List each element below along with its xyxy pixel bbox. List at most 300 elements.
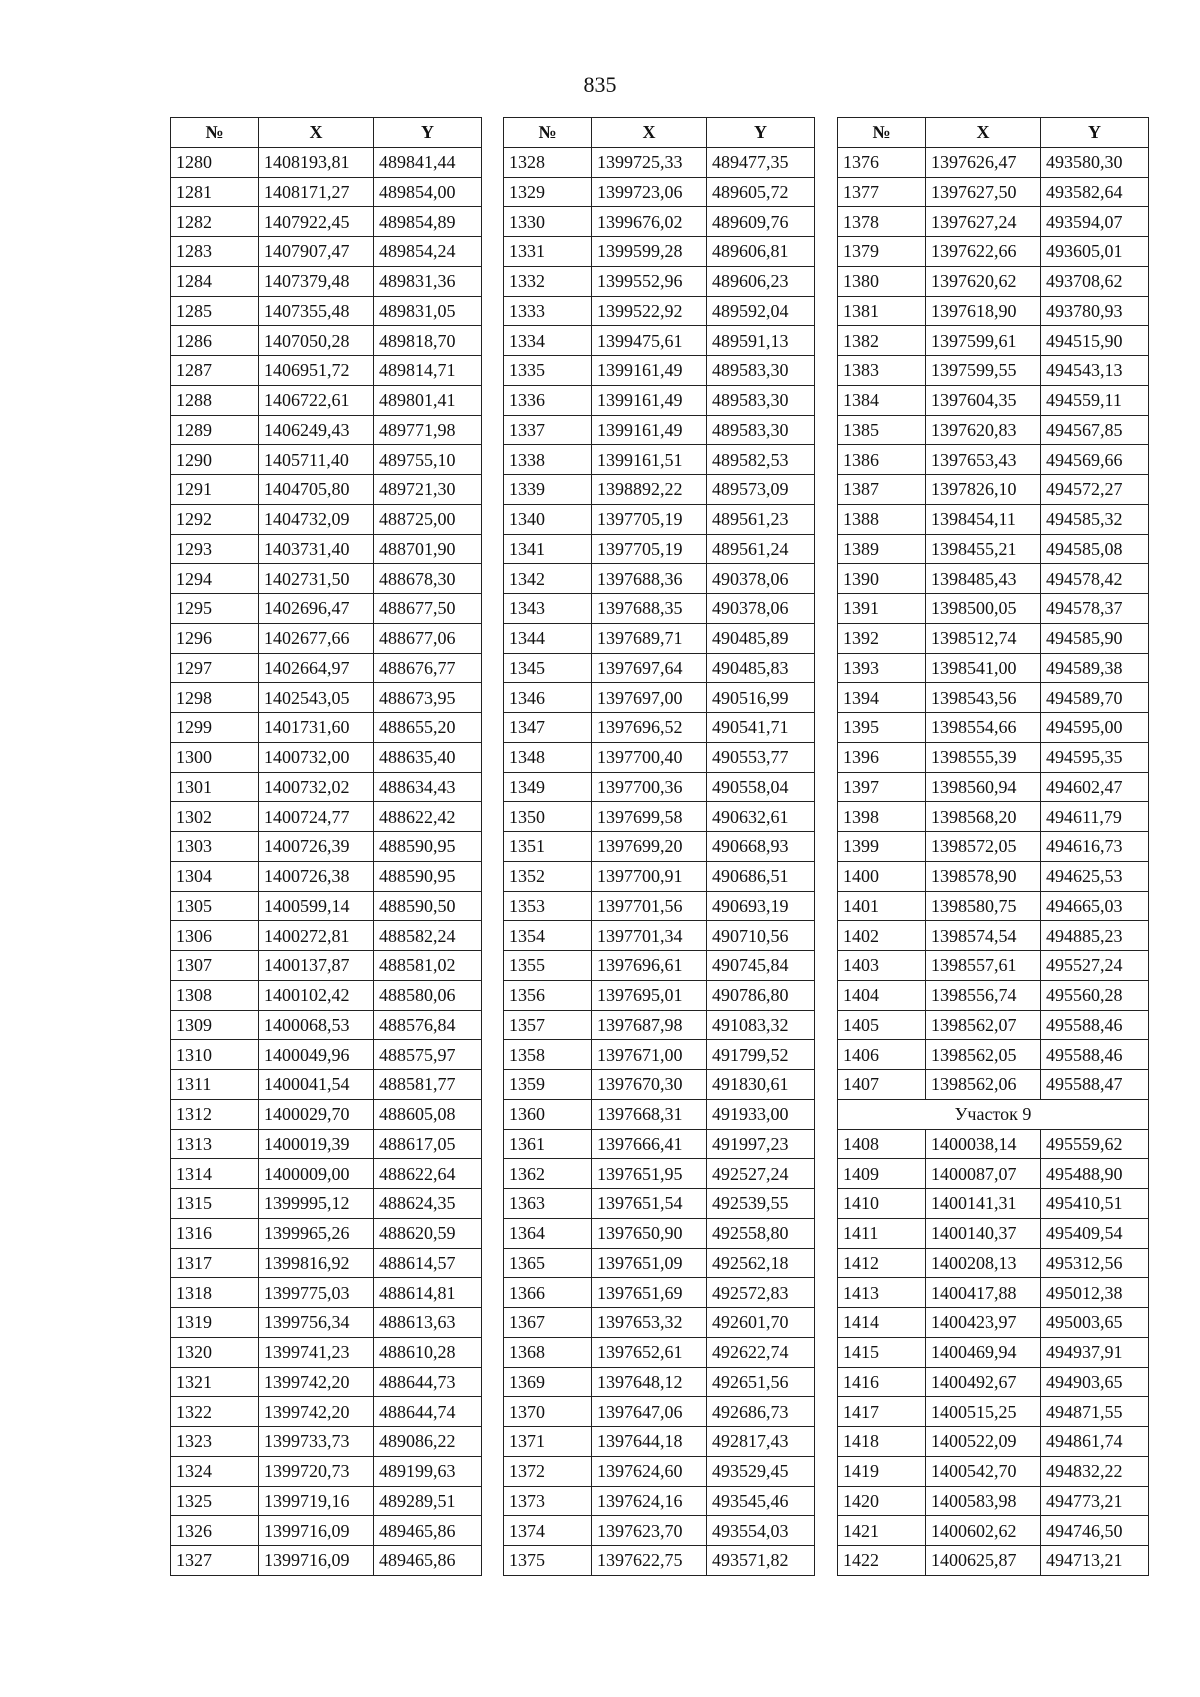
cell-x: 1400049,96 xyxy=(259,1040,374,1070)
table-row xyxy=(171,504,482,534)
table-header-row xyxy=(504,118,815,148)
cell-number: 1384 xyxy=(838,385,926,415)
cell-y: 494832,22 xyxy=(1041,1456,1149,1486)
cell-y: 488644,73 xyxy=(374,1367,482,1397)
cell-y: 494861,74 xyxy=(1041,1427,1149,1457)
cell-y: 489801,41 xyxy=(374,385,482,415)
cell-x: 1400029,70 xyxy=(259,1099,374,1129)
coordinates-table-3 xyxy=(837,117,1149,1576)
cell-y: 489854,00 xyxy=(374,177,482,207)
cell-number: 1326 xyxy=(171,1516,259,1546)
cell-x: 1397826,10 xyxy=(926,475,1041,505)
table-row xyxy=(838,237,1149,267)
table-row xyxy=(171,1099,482,1129)
cell-y: 488576,84 xyxy=(374,1010,482,1040)
cell-y: 488622,42 xyxy=(374,802,482,832)
table-row xyxy=(171,564,482,594)
table-row xyxy=(171,1040,482,1070)
cell-y: 495560,28 xyxy=(1041,980,1149,1010)
table-row xyxy=(171,326,482,356)
table-row xyxy=(171,951,482,981)
cell-number: 1353 xyxy=(504,891,592,921)
cell-x: 1400515,25 xyxy=(926,1397,1041,1427)
cell-x: 1402543,05 xyxy=(259,683,374,713)
cell-number: 1420 xyxy=(838,1486,926,1516)
cell-number: 1350 xyxy=(504,802,592,832)
cell-x: 1401731,60 xyxy=(259,713,374,743)
cell-number: 1390 xyxy=(838,564,926,594)
cell-x: 1400087,07 xyxy=(926,1159,1041,1189)
cell-x: 1397622,75 xyxy=(592,1546,707,1576)
table-row xyxy=(504,147,815,177)
cell-number: 1337 xyxy=(504,415,592,445)
cell-x: 1397688,35 xyxy=(592,594,707,624)
table-row xyxy=(171,1189,482,1219)
cell-number: 1336 xyxy=(504,385,592,415)
cell-number: 1391 xyxy=(838,594,926,624)
cell-number: 1333 xyxy=(504,296,592,326)
cell-x: 1398562,07 xyxy=(926,1010,1041,1040)
cell-number: 1387 xyxy=(838,475,926,505)
cell-number: 1343 xyxy=(504,594,592,624)
cell-number: 1303 xyxy=(171,832,259,862)
cell-y: 493554,03 xyxy=(707,1516,815,1546)
table-row xyxy=(504,772,815,802)
cell-y: 489561,23 xyxy=(707,504,815,534)
table-row xyxy=(171,1308,482,1338)
cell-x: 1398568,20 xyxy=(926,802,1041,832)
table-row xyxy=(504,207,815,237)
table-row xyxy=(838,832,1149,862)
table-row xyxy=(504,623,815,653)
cell-number: 1418 xyxy=(838,1427,926,1457)
cell-x: 1398500,05 xyxy=(926,594,1041,624)
cell-x: 1398557,61 xyxy=(926,951,1041,981)
cell-x: 1402664,97 xyxy=(259,653,374,683)
table-row xyxy=(171,1337,482,1367)
cell-number: 1323 xyxy=(171,1427,259,1457)
cell-y: 489086,22 xyxy=(374,1427,482,1457)
cell-x: 1398578,90 xyxy=(926,861,1041,891)
cell-number: 1380 xyxy=(838,266,926,296)
cell-y: 493582,64 xyxy=(1041,177,1149,207)
table-row xyxy=(171,623,482,653)
cell-y: 489592,04 xyxy=(707,296,815,326)
cell-y: 493529,45 xyxy=(707,1456,815,1486)
cell-number: 1422 xyxy=(838,1546,926,1576)
cell-number: 1381 xyxy=(838,296,926,326)
cell-x: 1407922,45 xyxy=(259,207,374,237)
cell-y: 492527,24 xyxy=(707,1159,815,1189)
cell-y: 488677,50 xyxy=(374,594,482,624)
cell-x: 1398556,74 xyxy=(926,980,1041,1010)
cell-y: 489606,23 xyxy=(707,266,815,296)
cell-y: 490710,56 xyxy=(707,921,815,951)
cell-y: 494578,37 xyxy=(1041,594,1149,624)
table-row xyxy=(838,1159,1149,1189)
cell-y: 495588,46 xyxy=(1041,1010,1149,1040)
table-row xyxy=(504,237,815,267)
cell-y: 489573,09 xyxy=(707,475,815,505)
cell-y: 489289,51 xyxy=(374,1486,482,1516)
table-row xyxy=(504,1278,815,1308)
cell-x: 1398554,66 xyxy=(926,713,1041,743)
cell-number: 1342 xyxy=(504,564,592,594)
cell-x: 1399756,34 xyxy=(259,1308,374,1338)
cell-x: 1397696,52 xyxy=(592,713,707,743)
cell-y: 494885,23 xyxy=(1041,921,1149,951)
cell-x: 1407050,28 xyxy=(259,326,374,356)
cell-x: 1397623,70 xyxy=(592,1516,707,1546)
cell-y: 489465,86 xyxy=(374,1516,482,1546)
table-row xyxy=(171,147,482,177)
cell-y: 495527,24 xyxy=(1041,951,1149,981)
table-row xyxy=(838,534,1149,564)
cell-x: 1399720,73 xyxy=(259,1456,374,1486)
cell-y: 490485,83 xyxy=(707,653,815,683)
cell-y: 495488,90 xyxy=(1041,1159,1149,1189)
table-row xyxy=(838,207,1149,237)
table-row xyxy=(838,266,1149,296)
table-row xyxy=(504,534,815,564)
cell-y: 494746,50 xyxy=(1041,1516,1149,1546)
table-row xyxy=(504,415,815,445)
cell-number: 1379 xyxy=(838,237,926,267)
cell-number: 1291 xyxy=(171,475,259,505)
cell-number: 1327 xyxy=(171,1546,259,1576)
table-header-row xyxy=(171,118,482,148)
cell-y: 488676,77 xyxy=(374,653,482,683)
cell-y: 488677,06 xyxy=(374,623,482,653)
table-row xyxy=(171,1367,482,1397)
cell-y: 488673,95 xyxy=(374,683,482,713)
cell-number: 1296 xyxy=(171,623,259,653)
table-row xyxy=(838,802,1149,832)
cell-y: 488581,02 xyxy=(374,951,482,981)
cell-y: 495588,46 xyxy=(1041,1040,1149,1070)
table-row xyxy=(838,564,1149,594)
cell-x: 1399816,92 xyxy=(259,1248,374,1278)
cell-y: 494871,55 xyxy=(1041,1397,1149,1427)
table-row xyxy=(838,594,1149,624)
table-row xyxy=(504,713,815,743)
cell-y: 492558,80 xyxy=(707,1218,815,1248)
cell-y: 494589,38 xyxy=(1041,653,1149,683)
cell-y: 489591,13 xyxy=(707,326,815,356)
cell-x: 1397701,34 xyxy=(592,921,707,951)
cell-y: 489606,81 xyxy=(707,237,815,267)
header-y: Y xyxy=(1041,118,1149,148)
cell-x: 1400724,77 xyxy=(259,802,374,832)
cell-x: 1398543,56 xyxy=(926,683,1041,713)
cell-number: 1297 xyxy=(171,653,259,683)
cell-x: 1398541,00 xyxy=(926,653,1041,683)
cell-x: 1397700,40 xyxy=(592,742,707,772)
cell-x: 1397651,95 xyxy=(592,1159,707,1189)
cell-number: 1411 xyxy=(838,1218,926,1248)
cell-x: 1402731,50 xyxy=(259,564,374,594)
cell-x: 1397653,43 xyxy=(926,445,1041,475)
cell-y: 494602,47 xyxy=(1041,772,1149,802)
cell-y: 492686,73 xyxy=(707,1397,815,1427)
cell-x: 1397651,69 xyxy=(592,1278,707,1308)
cell-number: 1360 xyxy=(504,1099,592,1129)
cell-number: 1397 xyxy=(838,772,926,802)
table-row xyxy=(171,861,482,891)
cell-y: 488590,50 xyxy=(374,891,482,921)
cell-number: 1359 xyxy=(504,1070,592,1100)
cell-number: 1392 xyxy=(838,623,926,653)
cell-x: 1400599,14 xyxy=(259,891,374,921)
cell-x: 1400732,00 xyxy=(259,742,374,772)
cell-x: 1397671,00 xyxy=(592,1040,707,1070)
cell-y: 493605,01 xyxy=(1041,237,1149,267)
header-y: Y xyxy=(374,118,482,148)
cell-y: 488678,30 xyxy=(374,564,482,594)
table-row xyxy=(171,415,482,445)
section-row xyxy=(838,1099,1149,1129)
cell-x: 1400492,67 xyxy=(926,1367,1041,1397)
cell-y: 493545,46 xyxy=(707,1486,815,1516)
table-row xyxy=(838,147,1149,177)
cell-y: 488605,08 xyxy=(374,1099,482,1129)
table-row xyxy=(171,1159,482,1189)
cell-y: 490745,84 xyxy=(707,951,815,981)
table-row xyxy=(171,1546,482,1576)
cell-x: 1400102,42 xyxy=(259,980,374,1010)
cell-x: 1399995,12 xyxy=(259,1189,374,1219)
cell-number: 1320 xyxy=(171,1337,259,1367)
table-row xyxy=(504,1546,815,1576)
table-row xyxy=(838,713,1149,743)
cell-number: 1358 xyxy=(504,1040,592,1070)
table-row xyxy=(838,653,1149,683)
cell-x: 1397647,06 xyxy=(592,1397,707,1427)
cell-number: 1304 xyxy=(171,861,259,891)
cell-y: 495559,62 xyxy=(1041,1129,1149,1159)
table-row xyxy=(171,237,482,267)
cell-number: 1372 xyxy=(504,1456,592,1486)
cell-y: 488614,57 xyxy=(374,1248,482,1278)
table-row xyxy=(504,951,815,981)
cell-number: 1280 xyxy=(171,147,259,177)
table-row xyxy=(838,921,1149,951)
table-row xyxy=(171,1070,482,1100)
cell-x: 1400542,70 xyxy=(926,1456,1041,1486)
cell-x: 1400602,62 xyxy=(926,1516,1041,1546)
cell-number: 1293 xyxy=(171,534,259,564)
cell-y: 488624,35 xyxy=(374,1189,482,1219)
cell-y: 493594,07 xyxy=(1041,207,1149,237)
cell-number: 1307 xyxy=(171,951,259,981)
cell-x: 1397624,60 xyxy=(592,1456,707,1486)
cell-x: 1400141,31 xyxy=(926,1189,1041,1219)
page-number: 835 xyxy=(583,72,617,97)
cell-y: 494616,73 xyxy=(1041,832,1149,862)
table-row xyxy=(838,1486,1149,1516)
cell-number: 1318 xyxy=(171,1278,259,1308)
table-row xyxy=(171,653,482,683)
cell-y: 495410,51 xyxy=(1041,1189,1149,1219)
cell-x: 1400041,54 xyxy=(259,1070,374,1100)
cell-number: 1295 xyxy=(171,594,259,624)
table-row xyxy=(171,207,482,237)
cell-number: 1283 xyxy=(171,237,259,267)
cell-y: 488644,74 xyxy=(374,1397,482,1427)
cell-x: 1397697,00 xyxy=(592,683,707,713)
cell-number: 1286 xyxy=(171,326,259,356)
cell-x: 1398512,74 xyxy=(926,623,1041,653)
cell-number: 1402 xyxy=(838,921,926,951)
table-row xyxy=(838,385,1149,415)
table-row xyxy=(504,1486,815,1516)
cell-number: 1373 xyxy=(504,1486,592,1516)
cell-x: 1400009,00 xyxy=(259,1159,374,1189)
cell-x: 1400522,09 xyxy=(926,1427,1041,1457)
table-row xyxy=(838,980,1149,1010)
cell-x: 1407379,48 xyxy=(259,266,374,296)
table-row xyxy=(171,177,482,207)
header-x: X xyxy=(259,118,374,148)
table-row xyxy=(838,1129,1149,1159)
cell-x: 1398892,22 xyxy=(592,475,707,505)
cell-y: 489841,44 xyxy=(374,147,482,177)
cell-x: 1402696,47 xyxy=(259,594,374,624)
cell-y: 489199,63 xyxy=(374,1456,482,1486)
cell-number: 1351 xyxy=(504,832,592,862)
cell-number: 1416 xyxy=(838,1367,926,1397)
table-row xyxy=(504,653,815,683)
cell-y: 490485,89 xyxy=(707,623,815,653)
cell-x: 1399161,49 xyxy=(592,356,707,386)
table-row xyxy=(171,1516,482,1546)
table-row xyxy=(171,772,482,802)
cell-x: 1398555,39 xyxy=(926,742,1041,772)
table-row xyxy=(171,742,482,772)
table-row xyxy=(838,951,1149,981)
cell-x: 1397700,36 xyxy=(592,772,707,802)
cell-y: 492651,56 xyxy=(707,1367,815,1397)
cell-number: 1361 xyxy=(504,1129,592,1159)
table-row xyxy=(504,832,815,862)
cell-number: 1319 xyxy=(171,1308,259,1338)
table-row xyxy=(838,1308,1149,1338)
cell-number: 1409 xyxy=(838,1159,926,1189)
cell-number: 1316 xyxy=(171,1218,259,1248)
cell-number: 1331 xyxy=(504,237,592,267)
cell-y: 491997,23 xyxy=(707,1129,815,1159)
header-x: X xyxy=(592,118,707,148)
cell-x: 1399522,92 xyxy=(592,296,707,326)
cell-x: 1400726,38 xyxy=(259,861,374,891)
table-row xyxy=(171,1486,482,1516)
cell-x: 1398485,43 xyxy=(926,564,1041,594)
cell-x: 1397627,50 xyxy=(926,177,1041,207)
cell-x: 1397644,18 xyxy=(592,1427,707,1457)
table-header-row xyxy=(838,118,1149,148)
cell-number: 1400 xyxy=(838,861,926,891)
cell-x: 1400732,02 xyxy=(259,772,374,802)
cell-y: 488614,81 xyxy=(374,1278,482,1308)
header-y: Y xyxy=(707,118,815,148)
table-row xyxy=(838,445,1149,475)
table-row xyxy=(171,921,482,951)
cell-y: 490786,80 xyxy=(707,980,815,1010)
cell-y: 494665,03 xyxy=(1041,891,1149,921)
cell-number: 1378 xyxy=(838,207,926,237)
table-row xyxy=(504,1129,815,1159)
table-row xyxy=(171,713,482,743)
table-row xyxy=(504,861,815,891)
cell-number: 1395 xyxy=(838,713,926,743)
cell-y: 488575,97 xyxy=(374,1040,482,1070)
cell-number: 1313 xyxy=(171,1129,259,1159)
cell-y: 491083,32 xyxy=(707,1010,815,1040)
table-row xyxy=(838,504,1149,534)
cell-x: 1403731,40 xyxy=(259,534,374,564)
cell-x: 1398572,05 xyxy=(926,832,1041,862)
cell-y: 492622,74 xyxy=(707,1337,815,1367)
cell-x: 1397627,24 xyxy=(926,207,1041,237)
cell-x: 1404705,80 xyxy=(259,475,374,505)
cell-number: 1410 xyxy=(838,1189,926,1219)
table-row xyxy=(171,1456,482,1486)
cell-x: 1397618,90 xyxy=(926,296,1041,326)
cell-y: 493708,62 xyxy=(1041,266,1149,296)
cell-number: 1282 xyxy=(171,207,259,237)
cell-y: 490686,51 xyxy=(707,861,815,891)
table-row xyxy=(171,683,482,713)
cell-number: 1311 xyxy=(171,1070,259,1100)
cell-number: 1321 xyxy=(171,1367,259,1397)
cell-x: 1397701,56 xyxy=(592,891,707,921)
cell-number: 1281 xyxy=(171,177,259,207)
cell-x: 1397705,19 xyxy=(592,504,707,534)
header-number: № xyxy=(504,118,592,148)
cell-x: 1399742,20 xyxy=(259,1397,374,1427)
cell-x: 1397700,91 xyxy=(592,861,707,891)
cell-x: 1397653,32 xyxy=(592,1308,707,1338)
table-row xyxy=(838,177,1149,207)
table-row xyxy=(504,683,815,713)
header-number: № xyxy=(171,118,259,148)
table-row xyxy=(838,1189,1149,1219)
cell-x: 1406722,61 xyxy=(259,385,374,415)
cell-y: 494569,66 xyxy=(1041,445,1149,475)
cell-y: 493580,30 xyxy=(1041,147,1149,177)
cell-y: 494589,70 xyxy=(1041,683,1149,713)
cell-number: 1401 xyxy=(838,891,926,921)
table-row xyxy=(838,356,1149,386)
table-row xyxy=(838,772,1149,802)
cell-x: 1397626,47 xyxy=(926,147,1041,177)
cell-number: 1292 xyxy=(171,504,259,534)
cell-x: 1397620,62 xyxy=(926,266,1041,296)
cell-y: 489583,30 xyxy=(707,415,815,445)
cell-x: 1397687,98 xyxy=(592,1010,707,1040)
cell-number: 1288 xyxy=(171,385,259,415)
cell-number: 1403 xyxy=(838,951,926,981)
table-row xyxy=(838,326,1149,356)
cell-number: 1355 xyxy=(504,951,592,981)
cell-x: 1397699,58 xyxy=(592,802,707,832)
table-row xyxy=(171,296,482,326)
table-row xyxy=(504,504,815,534)
cell-x: 1400019,39 xyxy=(259,1129,374,1159)
cell-x: 1398574,54 xyxy=(926,921,1041,951)
cell-x: 1399741,23 xyxy=(259,1337,374,1367)
cell-y: 489814,71 xyxy=(374,356,482,386)
